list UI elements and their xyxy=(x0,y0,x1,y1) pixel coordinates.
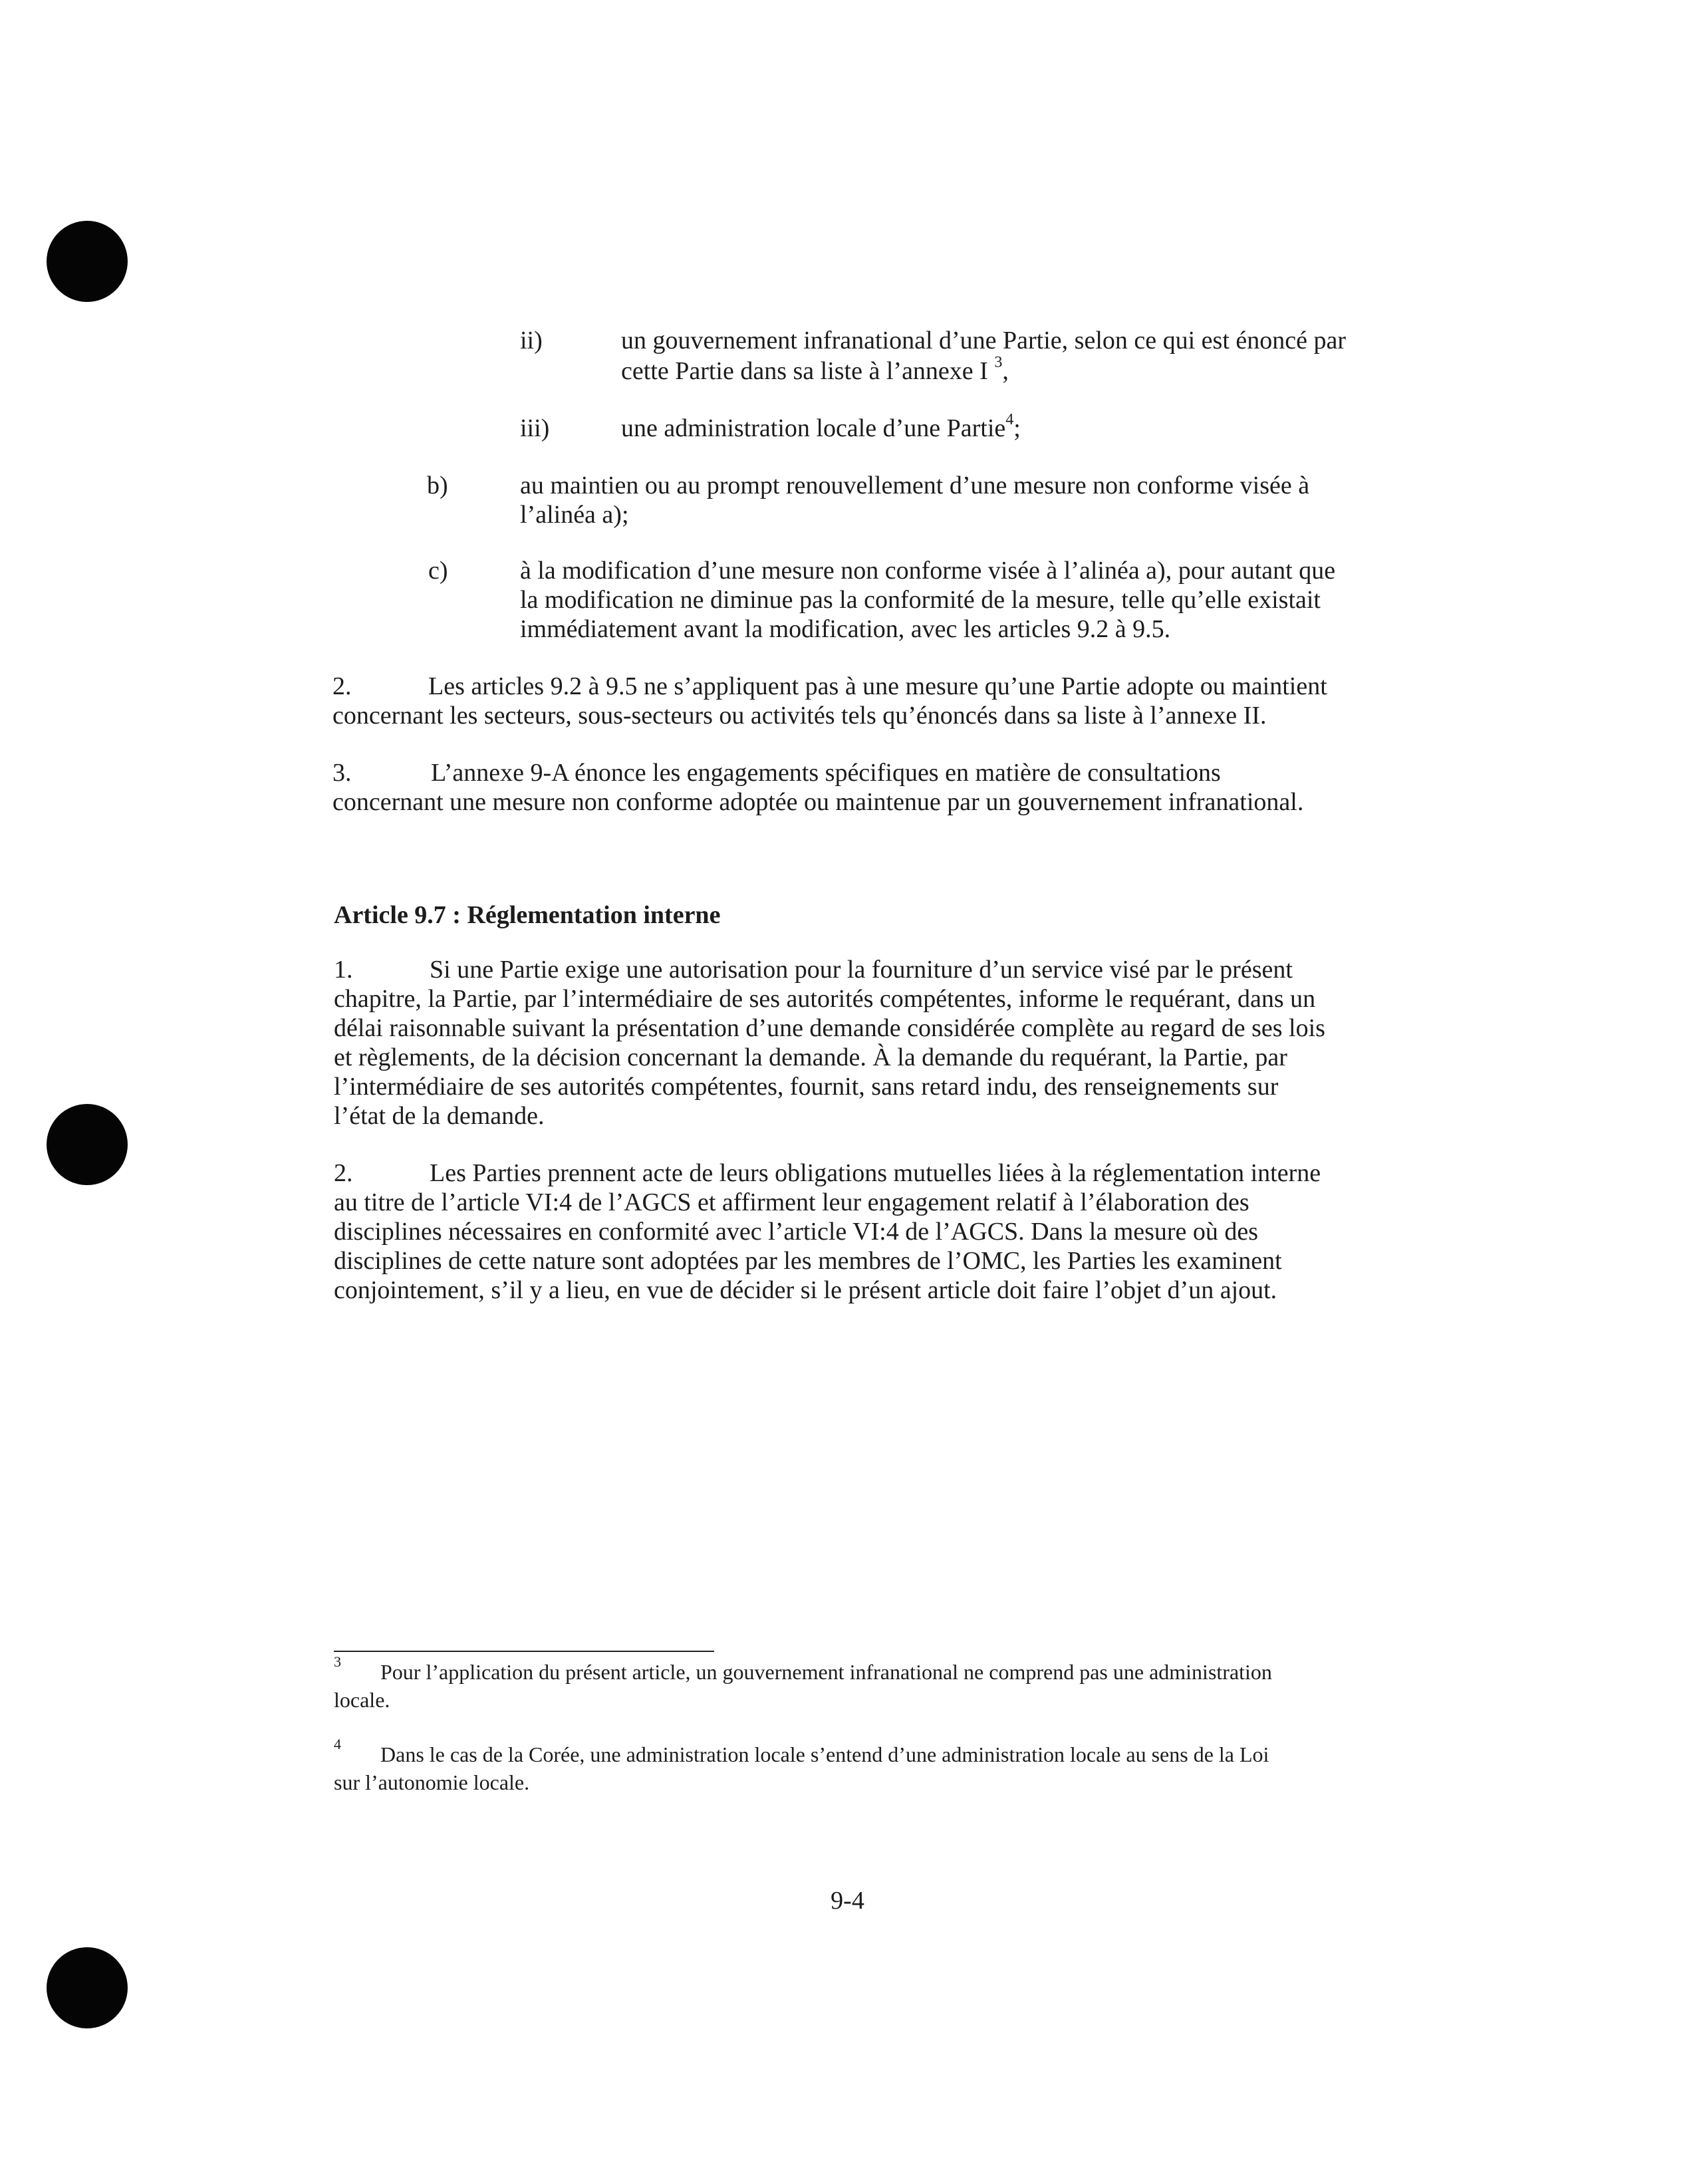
paragraph-line: conjointement, s’il y a lieu, en vue de décider si le présent article doit faire l’objet d’un ajout. xyxy=(334,1276,1277,1304)
footnote-text: Dans le cas de la Corée, une administration locale s’entend d’une administration locale au sens de la Loi xyxy=(380,1742,1269,1766)
footnote-text: sur l’autonomie locale. xyxy=(334,1770,530,1794)
paragraph-line: l’intermédiaire de ses autorités compétentes, fournit, sans retard indu, des renseignements sur xyxy=(334,1073,1279,1101)
paragraph-line: disciplines de cette nature sont adoptées par les membres de l’OMC, les Parties les examinent xyxy=(334,1247,1282,1275)
list-item-text-fragment: cette Partie dans sa liste à l’annexe I xyxy=(621,357,988,385)
list-label: iii) xyxy=(520,414,550,442)
list-item-text: l’alinéa a); xyxy=(520,501,629,529)
footnote-text: Pour l’application du présent article, un gouvernement infranational ne comprend pas une administration xyxy=(380,1660,1272,1684)
page-number: 9-4 xyxy=(831,1887,864,1915)
list-item-text xyxy=(621,356,1009,386)
paragraph-number: 3. xyxy=(332,759,352,787)
paragraph-text: L’annexe 9-A énonce les engagements spécifiques en matière de consultations xyxy=(431,759,1221,787)
paragraph-number: 2. xyxy=(334,1159,353,1187)
list-label: b) xyxy=(427,472,448,499)
footnote-mark: 4 xyxy=(334,1736,341,1752)
footnote-mark: 3 xyxy=(334,1653,341,1670)
paragraph-line: chapitre, la Partie, par l’intermédiaire de ses autorités compétentes, informe le requérant, dans un xyxy=(334,985,1316,1013)
paragraph-line: délai raisonnable suivant la présentation d’une demande considérée complète au regard de ses lois xyxy=(334,1014,1325,1042)
paragraph-text: Les Parties prennent acte de leurs obligations mutuelles liées à la réglementation interne xyxy=(430,1159,1321,1187)
article-heading: Article 9.7 : Réglementation interne xyxy=(334,901,721,929)
paragraph-text: Les articles 9.2 à 9.5 ne s’appliquent pas à une mesure qu’une Partie adopte ou maintient xyxy=(428,672,1327,700)
binder-hole-middle xyxy=(47,1104,128,1185)
paragraph-text: Si une Partie exige une autorisation pour la fourniture d’un service visé par le présent xyxy=(430,956,1293,984)
list-item-text xyxy=(621,411,1021,443)
footnote-separator xyxy=(334,1651,714,1652)
footnote-reference: 4 xyxy=(1005,411,1014,429)
footnote-reference: 3 xyxy=(994,354,1003,372)
list-item-text: un gouvernement infranational d’une Partie, selon ce qui est énoncé par xyxy=(621,327,1346,354)
paragraph-line xyxy=(334,955,1293,984)
list-item-text: à la modification d’une mesure non conforme visée à l’alinéa a), pour autant que xyxy=(520,557,1336,585)
list-item-text-fragment: ; xyxy=(1013,414,1021,442)
list-item-text-fragment: , xyxy=(1002,357,1009,385)
paragraph-line: concernant une mesure non conforme adoptée ou maintenue par un gouvernement infranational. xyxy=(332,788,1304,816)
paragraph-line xyxy=(334,1159,1321,1188)
paragraph-line: et règlements, de la décision concernant la demande. À la demande du requérant, la Partie, par xyxy=(334,1043,1287,1071)
list-label: ii) xyxy=(520,327,543,354)
paragraph-line: concernant les secteurs, sous-secteurs ou activités tels qu’énoncés dans sa liste à l’annexe II. xyxy=(332,702,1267,730)
list-item-text-fragment: une administration locale d’une Partie xyxy=(621,414,1006,442)
list-item-text: au maintien ou au prompt renouvellement d’une mesure non conforme visée à xyxy=(520,472,1310,499)
list-label: c) xyxy=(428,557,448,585)
paragraph-line: disciplines nécessaires en conformité avec l’article VI:4 de l’AGCS. Dans la mesure où des xyxy=(334,1218,1259,1246)
binder-hole-bottom xyxy=(47,1947,128,2028)
footnote-text: locale. xyxy=(334,1688,390,1712)
paragraph-line: au titre de l’article VI:4 de l’AGCS et affirment leur engagement relatif à l’élaboration des xyxy=(334,1188,1249,1216)
paragraph-line xyxy=(332,672,1327,701)
binder-hole-top xyxy=(47,221,128,302)
paragraph-number: 1. xyxy=(334,956,353,984)
paragraph-line: l’état de la demande. xyxy=(334,1102,545,1130)
paragraph-number: 2. xyxy=(332,672,352,700)
list-item-text: immédiatement avant la modification, avec les articles 9.2 à 9.5. xyxy=(520,615,1171,643)
list-item-text: la modification ne diminue pas la conformité de la mesure, telle qu’elle existait xyxy=(520,586,1321,614)
paragraph-line xyxy=(332,758,1221,787)
